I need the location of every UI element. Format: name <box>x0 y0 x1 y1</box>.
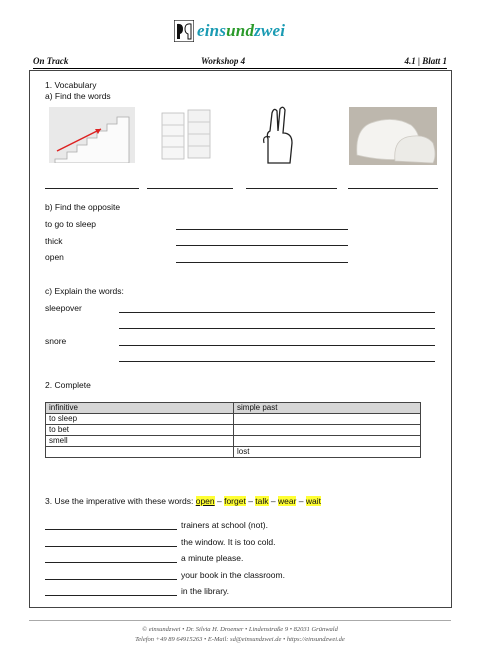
answer-line[interactable] <box>45 546 177 547</box>
answer-line[interactable] <box>45 188 139 189</box>
logo-faces-icon <box>174 20 194 42</box>
find-opposite-title: b) Find the opposite <box>45 202 121 212</box>
imperative-title: 3. Use the imperative with these words: open – forget – talk – wear – wait <box>45 496 321 506</box>
header-workshop: Workshop 4 <box>201 56 246 66</box>
answer-line[interactable] <box>348 188 438 189</box>
table-cell: smell <box>46 436 234 447</box>
answer-line[interactable] <box>119 345 435 346</box>
crossed-fingers-icon <box>258 103 300 167</box>
word-talk: talk <box>255 496 269 506</box>
header-course: On Track <box>33 56 69 66</box>
footer-divider <box>29 620 451 621</box>
table-header-simple-past: simple past <box>234 403 421 414</box>
answer-line[interactable] <box>176 245 348 246</box>
table-cell: lost <box>234 447 421 458</box>
answer-line[interactable] <box>176 229 348 230</box>
footer-address: © einsundzwei • Dr. Silvia H. Droemer • Lindenstraße 9 • 82031 Grünwald <box>142 626 338 633</box>
table-cell[interactable] <box>46 447 234 458</box>
worksheet-header <box>33 54 447 69</box>
complete-title: 2. Complete <box>45 380 91 390</box>
answer-line[interactable] <box>119 361 435 362</box>
answer-line[interactable] <box>45 562 177 563</box>
answer-line[interactable] <box>147 188 233 189</box>
header-sheet-number: 4.1 | Blatt 1 <box>404 56 447 66</box>
table-cell: to bet <box>46 425 234 436</box>
answer-line[interactable] <box>119 328 435 329</box>
answer-line[interactable] <box>45 595 177 596</box>
table-row <box>46 414 421 425</box>
footer-contact: Telefon +49 89 64915263 • E-Mail: sd@einsundzwei.de • https://einsundzwei.de <box>135 636 345 643</box>
table-row <box>46 447 421 458</box>
opposite-item: to go to sleep <box>45 219 97 229</box>
explain-item: snore <box>45 336 67 346</box>
answer-line[interactable] <box>45 529 177 530</box>
verb-table <box>45 402 421 458</box>
logo-wordmark: einsundzwei <box>197 21 286 40</box>
word-wear: wear <box>277 496 297 506</box>
table-cell: to sleep <box>46 414 234 425</box>
explain-words-title: c) Explain the words: <box>45 286 124 296</box>
explain-item: sleepover <box>45 303 82 313</box>
table-cell[interactable] <box>234 414 421 425</box>
answer-line[interactable] <box>119 312 435 313</box>
answer-line[interactable] <box>246 188 337 189</box>
sentence-text: the window. It is too cold. <box>181 537 276 547</box>
vocabulary-title: 1. Vocabulary <box>45 80 97 90</box>
shelves-icon <box>156 107 216 163</box>
word-wait: wait <box>305 496 321 506</box>
stairs-icon <box>49 107 135 163</box>
answer-line[interactable] <box>45 579 177 580</box>
find-words-title: a) Find the words <box>45 91 111 101</box>
word-forget: forget <box>224 496 246 506</box>
table-row <box>46 436 421 447</box>
sentence-text: a minute please. <box>181 553 244 563</box>
table-row <box>46 425 421 436</box>
opposite-item: open <box>45 252 64 262</box>
sentence-text: your book in the classroom. <box>181 570 285 580</box>
sentence-text: trainers at school (not). <box>181 520 268 530</box>
answer-line[interactable] <box>176 262 348 263</box>
brand-logo <box>174 18 285 44</box>
sentence-text: in the library. <box>181 586 230 596</box>
word-open: open <box>195 496 215 506</box>
table-cell[interactable] <box>234 436 421 447</box>
opposite-item: thick <box>45 236 63 246</box>
table-header-infinitive: infinitive <box>46 403 234 414</box>
table-cell[interactable] <box>234 425 421 436</box>
pillows-icon <box>349 107 437 165</box>
